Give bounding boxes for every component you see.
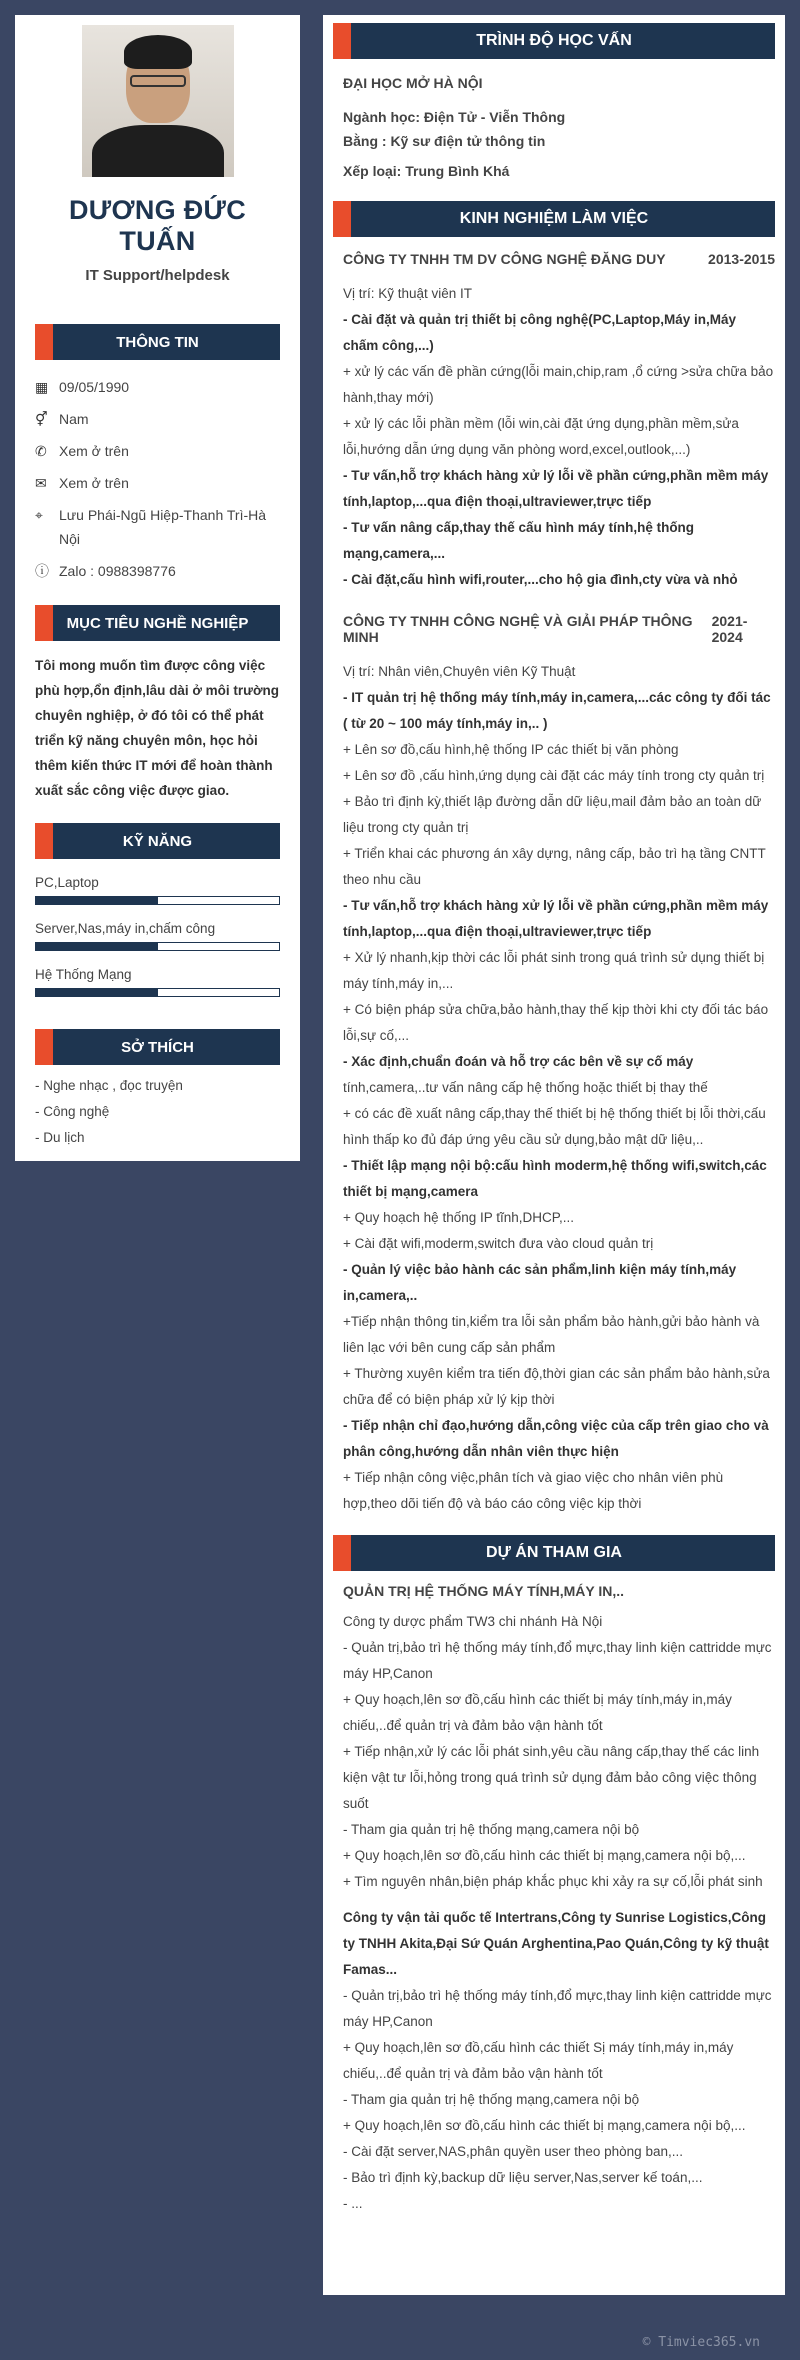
section-header-info: THÔNG TIN [35, 324, 280, 360]
info-text: Xem ở trên [59, 475, 129, 491]
info-text: Nam [59, 411, 89, 427]
project-title: QUẢN TRỊ HỆ THỐNG MÁY TÍNH,MÁY IN,.. [343, 1583, 625, 1599]
hobby-item: - Công nghệ [35, 1104, 110, 1119]
job-detail-line: - Tư vấn nâng cấp,thay thế cấu hình máy tính,hệ thống mạng,camera,... [343, 520, 695, 561]
skill-bar [35, 988, 280, 997]
info-text: 09/05/1990 [59, 379, 130, 395]
skill-label: Hệ Thống Mạng [35, 967, 132, 982]
project-detail-line: + Tìm nguyên nhân,biện pháp khắc phục khi xảy ra sự cố,lỗi phát sinh [343, 1874, 763, 1889]
education-degree: Bằng : Kỹ sư điện tử thông tin [343, 133, 546, 149]
hobby-list [35, 1073, 280, 1151]
job-detail-line: + Tiếp nhận công việc,phân tích và giao việc cho nhân viên phù hợp,theo dõi tiến độ và báo cáo công việc kịp thời [343, 1470, 724, 1511]
job-detail-line: + Lên sơ đồ ,cấu hình,ứng dụng cài đặt các máy tính trong cty quản trị [343, 768, 765, 783]
skill-bar-fill [36, 897, 158, 904]
job-period: 2021-2024 [711, 613, 748, 645]
skill-bar [35, 896, 280, 905]
education-major: Ngành học: Điện Tử - Viễn Thông [343, 109, 566, 125]
skill-bar-fill [36, 989, 158, 996]
project-detail-line: - ... [343, 2196, 363, 2211]
project-entry [343, 1583, 775, 1895]
job-period: 2013-2015 [708, 251, 775, 267]
job-detail-line: + xử lý các vấn đề phần cứng(lỗi main,chip,ram ,ổ cứng >sửa chữa bảo hành,thay mới) [343, 364, 774, 405]
section-header-experience: KINH NGHIỆM LÀM VIỆC [333, 201, 775, 237]
job-detail-line: + Lên sơ đồ,cấu hình,hệ thống IP các thiết bị văn phòng [343, 742, 679, 757]
candidate-name: DƯƠNG ĐỨC TUẤN [68, 195, 247, 256]
projects-block [333, 1583, 775, 2217]
info-row [35, 375, 280, 399]
info-text: Lưu Phái-Ngũ Hiệp-Thanh Trì-Hà Nội [59, 507, 267, 547]
section-header-objective: MỤC TIÊU NGHỀ NGHIỆP [35, 605, 280, 641]
project-detail-line: + Quy hoạch,lên sơ đồ,cấu hình các thiết bị mạng,camera nội bộ,... [343, 2118, 746, 2133]
project-detail-line: - Quản trị,bảo trì hệ thống máy tính,đổ mực,thay linh kiện cattridde mực máy HP,Canon [343, 1988, 772, 2029]
job-detail-line: - Tư vấn,hỗ trợ khách hàng xử lý lỗi về phần cứng,phần mềm máy tính,laptop,...qua điện thoại,ultraviewer,trực tiếp [343, 468, 769, 509]
job-detail-line: - Thiết lập mạng nội bộ:cấu hình moderm,hệ thống wifi,switch,các thiết bị mạng,camera [343, 1158, 767, 1199]
zalo-icon: ⓘ [35, 563, 49, 579]
job-header [343, 613, 775, 645]
job-company: CÔNG TY TNHH CÔNG NGHỆ VÀ GIẢI PHÁP THÔNG MINH [343, 613, 693, 645]
section-header-hobbies: SỞ THÍCH [35, 1029, 280, 1065]
project-detail-line: + Quy hoạch,lên sơ đồ,cấu hình các thiết Sị máy tính,máy in,máy chiếu,..để quản trị và đảm bảo vận hành tốt [343, 2040, 734, 2081]
skill-item [35, 921, 280, 951]
job-detail-line: + Bảo trì định kỳ,thiết lập đường dẫn dữ liệu,mail đảm bảo an toàn dữ liệu trong cty quản trị [343, 794, 762, 835]
experience-block [333, 251, 775, 1517]
job-detail-line: + Quy hoạch hệ thống IP tĩnh,DHCP,... [343, 1210, 575, 1225]
job-detail-line: + xử lý các lỗi phần mềm (lỗi win,cài đặt ứng dụng,phần mềm,sửa lỗi,hướng dẫn ứng dụng văn phòng word,excel,outlook,...) [343, 416, 739, 457]
job-detail-line: - Tiếp nhận chỉ đạo,hướng dẫn,công việc của cấp trên giao cho và phân công,hướng dẫn nhân viên thực hiện [343, 1418, 769, 1459]
info-list [35, 375, 280, 583]
info-row [35, 439, 280, 463]
section-header-projects: DỰ ÁN THAM GIA [333, 1535, 775, 1571]
education-block [333, 71, 775, 183]
section-header-education: TRÌNH ĐỘ HỌC VẤN [333, 23, 775, 59]
right-column [323, 15, 785, 2295]
left-column [15, 15, 300, 1161]
avatar [82, 25, 234, 177]
project-entry [343, 1905, 775, 2217]
skill-bar [35, 942, 280, 951]
gender-icon: ⚥ [35, 411, 48, 427]
job-entry [343, 251, 775, 593]
project-detail-line: Công ty dược phẩm TW3 chi nhánh Hà Nội [343, 1614, 603, 1629]
objective-text: Tôi mong muốn tìm được công việc phù hợp,ổn định,lâu dài ở môi trường chuyên nghiệp, ở đó tôi có thể phát triển kỹ năng chuyên môn, học hỏi thêm kiến thức IT mới để hoàn thành xuất sắc công việc được giao. [35, 658, 280, 798]
hobby-item: - Nghe nhạc , đọc truyện [35, 1078, 183, 1093]
skill-label: Server,Nas,máy in,chấm công [35, 921, 216, 936]
job-title: IT Support/helpdesk [85, 267, 230, 284]
skill-item [35, 875, 280, 905]
info-text: Zalo : 0988398776 [59, 563, 176, 579]
project-detail-line: + Quy hoạch,lên sơ đồ,cấu hình các thiết bị máy tính,máy in,máy chiếu,..để quản trị và đảm bảo vận hành tốt [343, 1692, 732, 1733]
skill-bar-fill [36, 943, 158, 950]
info-row [35, 559, 280, 583]
skills-list [35, 875, 280, 997]
footer-watermark: © Timviec365.vn [642, 2335, 760, 2350]
section-header-skills: KỸ NĂNG [35, 823, 280, 859]
project-detail-line: - Tham gia quản trị hệ thống mạng,camera nội bộ [343, 1822, 640, 1837]
job-detail-line: - Cài đặt,cấu hình wifi,router,...cho hộ gia đình,cty vừa và nhỏ [343, 572, 738, 587]
skill-label: PC,Laptop [35, 875, 99, 890]
job-detail-line: - Cài đặt và quản trị thiết bị công nghệ(PC,Laptop,Máy in,Máy chấm công,...) [343, 312, 737, 353]
job-detail-line: + Cài đặt wifi,moderm,switch đưa vào cloud quản trị [343, 1236, 654, 1251]
job-detail-line: + Xử lý nhanh,kịp thời các lỗi phát sinh trong quá trình sử dụng thiết bị máy tính,máy in,... [343, 950, 765, 991]
mail-icon: ✉ [35, 475, 47, 491]
hobby-item: - Du lịch [35, 1130, 85, 1145]
school-name: ĐẠI HỌC MỞ HÀ NỘI [343, 75, 483, 91]
calendar-icon: ▦ [35, 379, 49, 395]
location-icon: ⌖ [35, 507, 43, 523]
job-detail-line: +Tiếp nhận thông tin,kiểm tra lỗi sản phẩm bảo hành,gửi bảo hành và liên lạc với bên cung cấp sản phẩm [343, 1314, 760, 1355]
job-detail-line: + Triển khai các phương án xây dựng, nâng cấp, bảo trì hạ tầng CNTT theo nhu cầu [343, 846, 766, 887]
job-position: Vị trí: Nhân viên,Chuyên viên Kỹ Thuật [343, 664, 576, 679]
project-detail-line: Công ty vận tải quốc tế Intertrans,Công ty Sunrise Logistics,Công ty TNHH Akita,Đại Sứ Quán Arghentina,Pao Quán,Công ty kỹ thuật Famas... [343, 1910, 769, 1977]
job-detail-line: + Thường xuyên kiểm tra tiến độ,thời gian các sản phẩm bảo hành,sửa chữa để có biện pháp xử lý kịp thời [343, 1366, 770, 1407]
info-row [35, 471, 280, 495]
job-detail-line: tính,camera,..tư vấn nâng cấp hệ thống hoặc thiết bị thay thế [343, 1080, 708, 1095]
job-header [343, 251, 775, 267]
project-detail-line: - Tham gia quản trị hệ thống mạng,camera nội bộ [343, 2092, 640, 2107]
info-row [35, 407, 280, 431]
project-detail-line: - Quản trị,bảo trì hệ thống máy tính,đổ mực,thay linh kiện cattridde mực máy HP,Canon [343, 1640, 772, 1681]
job-detail-line: + Có biện pháp sửa chữa,bảo hành,thay thế kịp thời khi cty đối tác báo lỗi,sự cố,... [343, 1002, 769, 1043]
education-grade: Xếp loại: Trung Bình Khá [343, 163, 510, 179]
job-position: Vị trí: Kỹ thuật viên IT [343, 286, 473, 301]
job-detail-line: - IT quản trị hệ thống máy tính,máy in,camera,...các công ty đối tác ( từ 20 ~ 100 máy tính,máy in,.. ) [343, 690, 771, 731]
project-detail-line: - Bảo trì định kỳ,backup dữ liệu server,Nas,server kế toán,... [343, 2170, 703, 2185]
project-detail-line: - Cài đặt server,NAS,phân quyền user theo phòng ban,... [343, 2144, 683, 2159]
job-entry [343, 613, 775, 1517]
project-detail-line: + Tiếp nhận,xử lý các lỗi phát sinh,yêu cầu nâng cấp,thay thế các linh kiện vật tư lỗi,hỏng trong quá trình sử dụng đảm bảo công việc thông suốt [343, 1744, 760, 1811]
job-detail-line: - Tư vấn,hỗ trợ khách hàng xử lý lỗi về phần cứng,phần mềm máy tính,laptop,...qua điện thoại,ultraviewer,trực tiếp [343, 898, 769, 939]
info-text: Xem ở trên [59, 443, 129, 459]
phone-icon: ✆ [35, 443, 47, 459]
skill-item [35, 967, 280, 997]
info-row [35, 503, 280, 551]
project-detail-line: + Quy hoạch,lên sơ đồ,cấu hình các thiết bị mạng,camera nội bộ,... [343, 1848, 746, 1863]
job-detail-line: - Xác định,chuẩn đoán và hỗ trợ các bên về sự cố máy [343, 1054, 694, 1069]
job-company: CÔNG TY TNHH TM DV CÔNG NGHỆ ĐĂNG DUY [343, 251, 666, 267]
job-detail-line: + có các đề xuất nâng cấp,thay thế thiết bị hệ thống thiết bị lỗi thời,cấu hình thấp ko đủ đáp ứng yêu cầu sử dụng,bảo mật dữ liệu,.. [343, 1106, 766, 1147]
job-detail-line: - Quản lý việc bảo hành các sản phẩm,linh kiện máy tính,máy in,camera,.. [343, 1262, 737, 1303]
